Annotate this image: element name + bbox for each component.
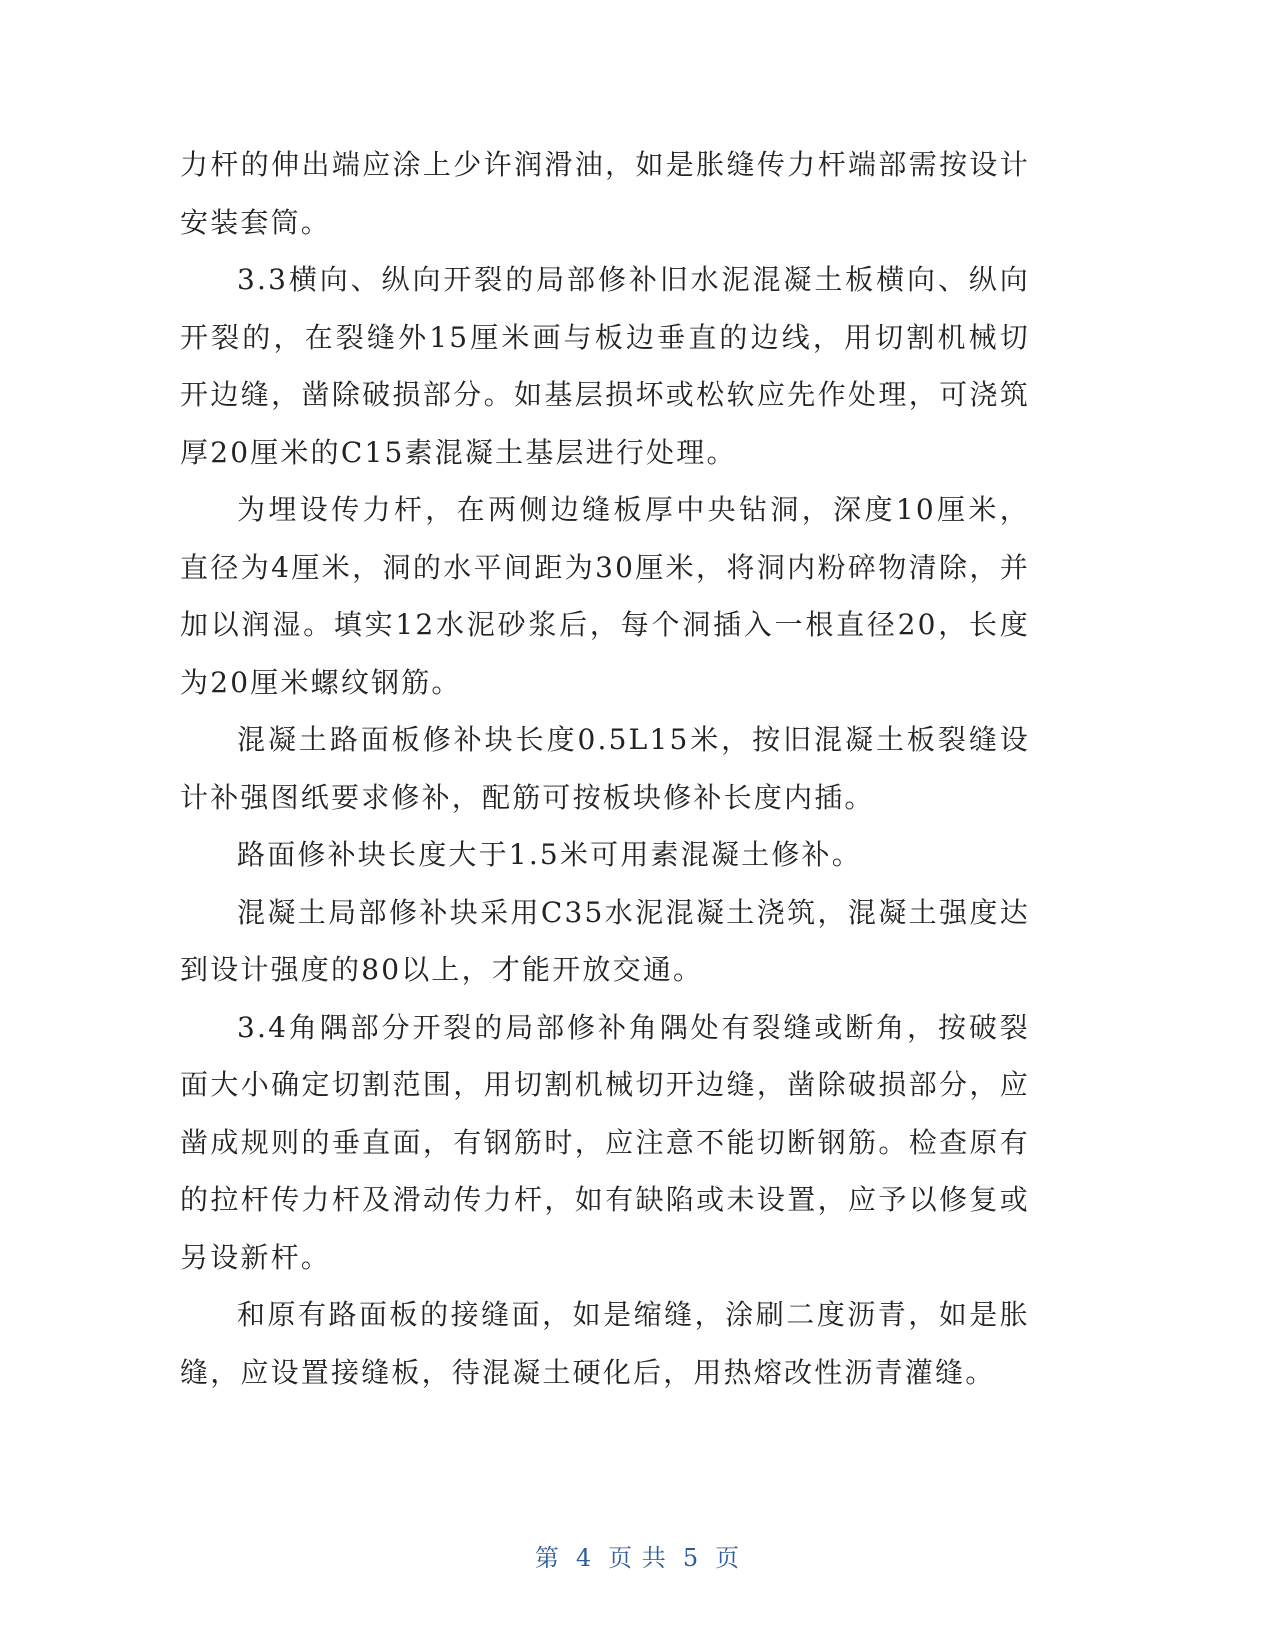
paragraph-dowel-embedding: 为埋设传力杆，在两侧边缝板厚中央钻洞，深度10厘米，直径为4厘米，洞的水平间距为30厘米，将洞内粉碎物清除，并加以润湿。填实12水泥砂浆后，每个洞插入一根直径20，长度为20厘米螺纹钢筋。 <box>180 493 1030 699</box>
paragraph-section-3-3: 3.3横向、纵向开裂的局部修补旧水泥混凝土板横向、纵向开裂的，在裂缝外15厘米画与板边垂直的边线，用切割机械切开边缝，凿除破损部分。如基层损坏或松软应先作处理，可浇筑厚20厘米的C15素混凝土基层进行处理。 <box>180 263 1030 469</box>
paragraph-joint-face: 和原有路面板的接缝面，如是缩缝，涂刷二度沥青，如是胀缝，应设置接缝板，待混凝土硬化后，用热熔改性沥青灌缝。 <box>180 1298 1030 1389</box>
paragraph-patch-length: 混凝土路面板修补块长度0.5L15米，按旧混凝土板裂缝设计补强图纸要求修补，配筋可按板块修补长度内插。 <box>180 723 1030 814</box>
footer-prefix: 第 <box>534 1544 560 1572</box>
document-body <box>180 136 1030 1401</box>
paragraph-section-3-4: 3.4角隅部分开裂的局部修补角隅处有裂缝或断角，按破裂面大小确定切割范围，用切割机械切开边缝，凿除破损部分，应凿成规则的垂直面，有钢筋时，应注意不能切断钢筋。检查原有的拉杆传力杆及滑动传力杆，如有缺陷或未设置，应予以修复或另设新杆。 <box>180 1010 1030 1274</box>
footer-suffix: 页 <box>715 1544 741 1572</box>
footer-page-total: 5 <box>682 1544 700 1572</box>
footer-middle: 页 共 <box>608 1544 667 1572</box>
paragraph-continuation: 力杆的伸出端应涂上少许润滑油，如是胀缝传力杆端部需按设计安装套筒。 <box>180 148 1030 239</box>
paragraph-c35-pouring: 混凝土局部修补块采用C35水泥混凝土浇筑，混凝土强度达到设计强度的80以上，才能开放交通。 <box>180 895 1030 986</box>
paragraph-plain-concrete: 路面修补块长度大于1.5米可用素混凝土修补。 <box>237 838 862 871</box>
footer-page-current: 4 <box>575 1544 593 1572</box>
page-footer <box>0 1538 1275 1573</box>
